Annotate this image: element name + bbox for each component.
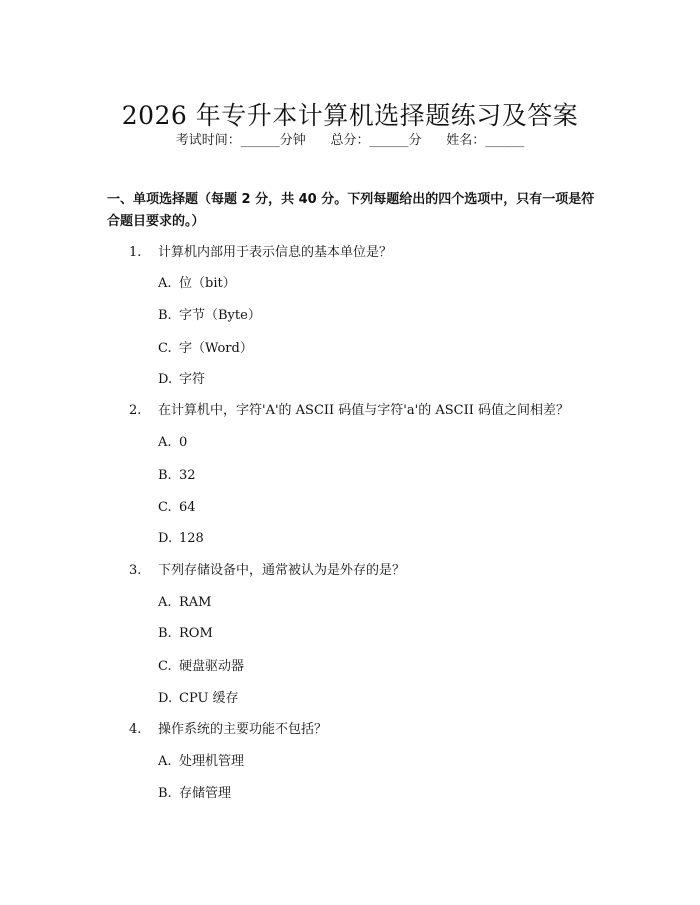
option [158,689,239,709]
option-letter: A. [158,435,172,450]
option-text: ROM [179,626,213,641]
option-text: 字符 [179,372,206,387]
question-number: 2. [129,403,142,418]
page-title: 2026 年专升本计算机选择题练习及答案 [121,100,579,130]
option [158,529,204,549]
question-number: 1. [129,245,142,260]
option [158,339,253,359]
option [158,274,236,294]
option-letter: A. [158,754,172,769]
option-text: 硬盘驱动器 [179,659,245,674]
section-heading: 一、单项选择题（每题 2 分，共 40 分。下列每题给出的四个选项中，只有一项是符合题目要求的。） [107,192,595,229]
option-text: 存储管理 [179,786,232,801]
option-letter: C. [158,659,172,674]
option-text: 位（bit） [179,276,236,291]
option-letter: B. [158,468,172,483]
option [158,593,212,613]
option-text: 字节（Byte） [179,308,261,323]
option [158,784,231,804]
option-letter: D. [158,531,173,546]
option-letter: C. [158,341,172,356]
option [158,433,187,453]
option-text: RAM [179,595,212,610]
question-text: 操作系统的主要功能不包括？ [158,722,328,737]
option-text: 128 [179,531,204,546]
option-letter: D. [158,691,173,706]
option-text: 32 [179,468,196,483]
option-text: 64 [179,500,196,515]
question-number: 4. [129,722,142,737]
option [158,624,213,644]
exam-meta-line: 考试时间：______分钟 总分：______分 姓名：______ [175,133,525,148]
option [158,306,261,326]
option-text: 0 [179,435,188,450]
option-text: CPU 缓存 [179,691,239,706]
option-letter: A. [158,276,172,291]
option [158,752,244,772]
option-text: 处理机管理 [179,754,245,769]
option [158,657,244,677]
option [158,370,205,390]
question-text: 计算机内部用于表示信息的基本单位是？ [158,245,393,260]
option [158,498,196,518]
option [158,466,196,486]
option-letter: A. [158,595,172,610]
option-letter: B. [158,626,172,641]
option-letter: D. [158,372,173,387]
option-letter: C. [158,500,172,515]
question-text: 在计算机中，字符'A'的 ASCII 码值与字符'a'的 ASCII 码值之间相差？ [158,403,569,418]
question-text: 下列存储设备中，通常被认为是外存的是？ [158,563,406,578]
option-text: 字（Word） [179,341,253,356]
question-number: 3. [129,563,142,578]
option-letter: B. [158,786,172,801]
option-letter: B. [158,308,172,323]
